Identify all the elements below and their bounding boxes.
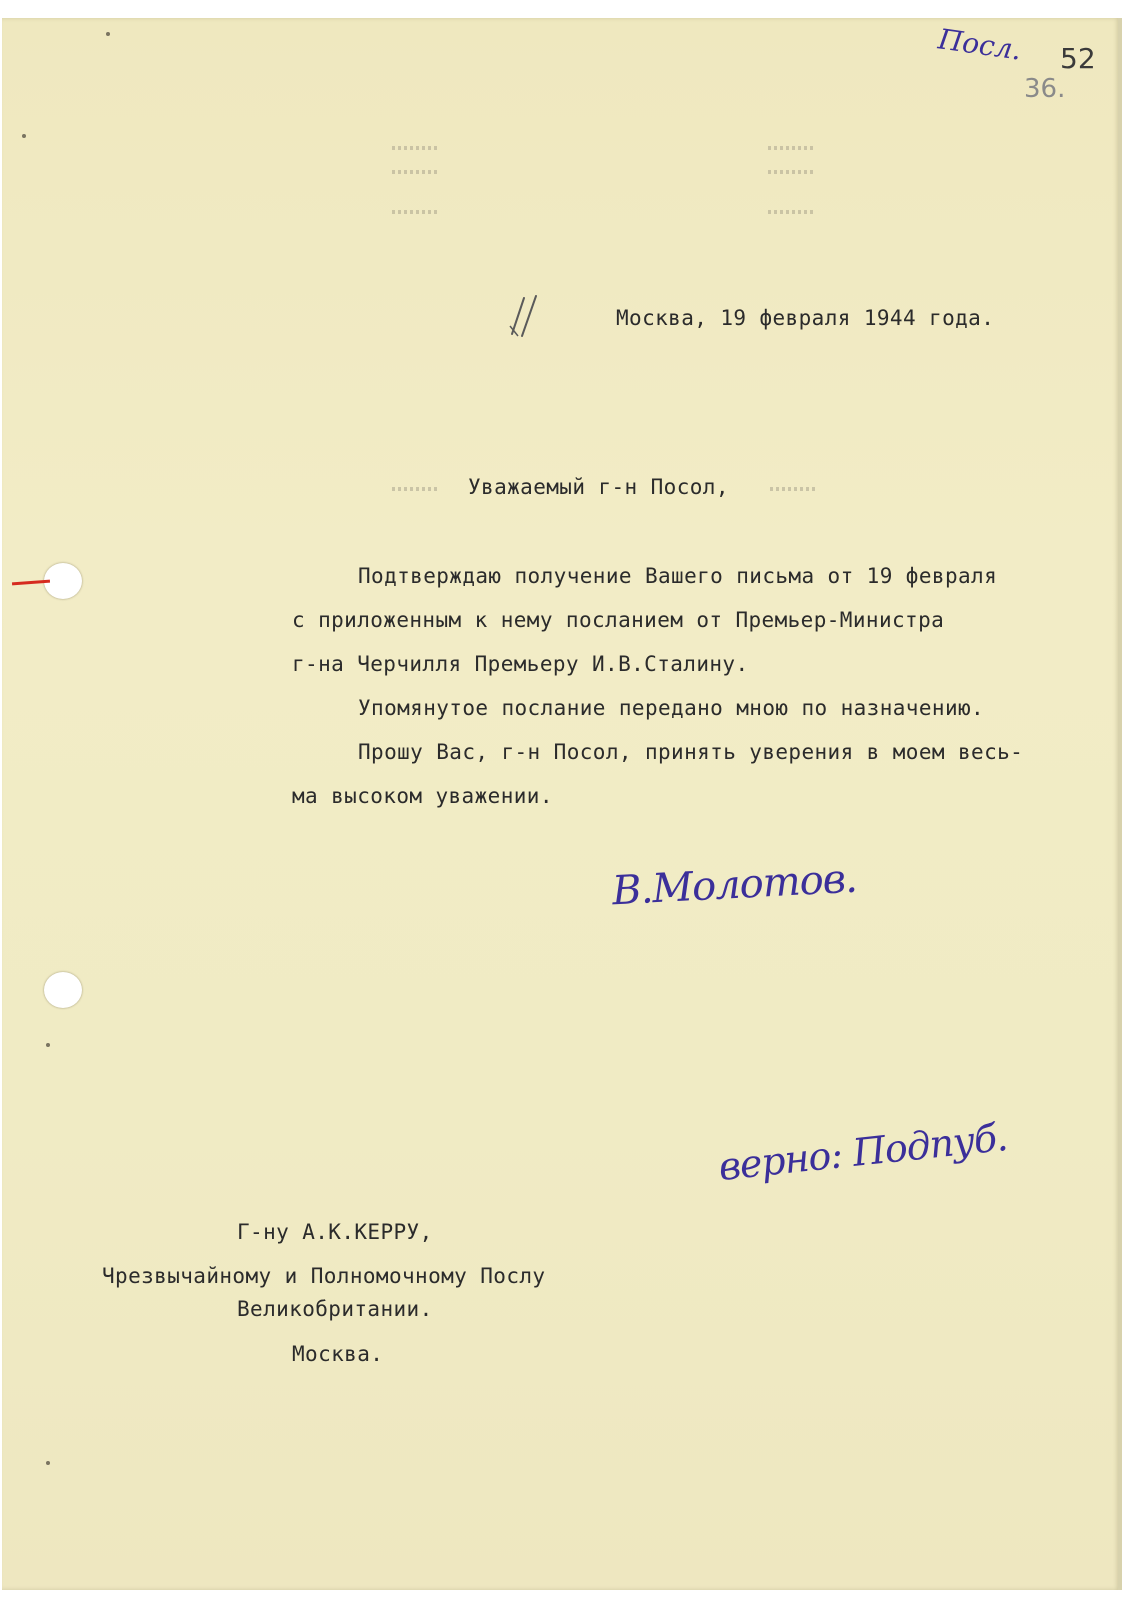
body-line: Подтверждаю получение Вашего письма от 19 февраля xyxy=(358,564,998,588)
certification-note: верно: Подпуб. xyxy=(716,1114,1010,1190)
faint-mark xyxy=(392,170,438,174)
body-line: Прошу Вас, г-н Посол, принять уверения в моем весь- xyxy=(358,740,1024,764)
pencil-number: 36. xyxy=(1024,74,1066,104)
date-line: Москва, 19 февраля 1944 года. xyxy=(616,306,995,330)
faint-mark xyxy=(768,146,814,150)
body-line: с приложенным к нему посланием от Премьер-Министра xyxy=(292,608,945,632)
margin-speck xyxy=(22,134,26,138)
addressee-title: Чрезвычайному и Полномочному Послу xyxy=(102,1264,546,1288)
folio-number: 52 xyxy=(1060,42,1096,75)
corner-note: Посл. xyxy=(936,22,1024,67)
addressee-city: Москва. xyxy=(292,1342,384,1366)
letter-page xyxy=(2,18,1120,1590)
punch-hole-lower xyxy=(44,972,82,1008)
body-line: Упомянутое послание передано мною по назначению. xyxy=(358,696,985,720)
faint-mark xyxy=(392,487,438,491)
faint-mark xyxy=(768,170,814,174)
addressee-name: Г-ну А.К.КЕРРУ, xyxy=(237,1220,433,1244)
body-line: г-на Черчилля Премьеру И.В.Сталину. xyxy=(292,652,749,676)
faint-mark xyxy=(392,210,438,214)
pencil-check-mark xyxy=(506,292,554,342)
addressee-country: Великобритании. xyxy=(237,1297,433,1321)
salutation: Уважаемый г-н Посол, xyxy=(468,475,729,499)
margin-speck xyxy=(46,1461,50,1465)
body-line: ма высоком уважении. xyxy=(292,784,553,808)
faint-mark xyxy=(768,210,814,214)
faint-mark xyxy=(392,146,438,150)
faint-mark xyxy=(770,487,816,491)
signature: В.Молотов. xyxy=(610,855,858,915)
margin-speck xyxy=(106,32,110,36)
page-edge xyxy=(1118,18,1122,1590)
margin-speck xyxy=(46,1043,50,1047)
